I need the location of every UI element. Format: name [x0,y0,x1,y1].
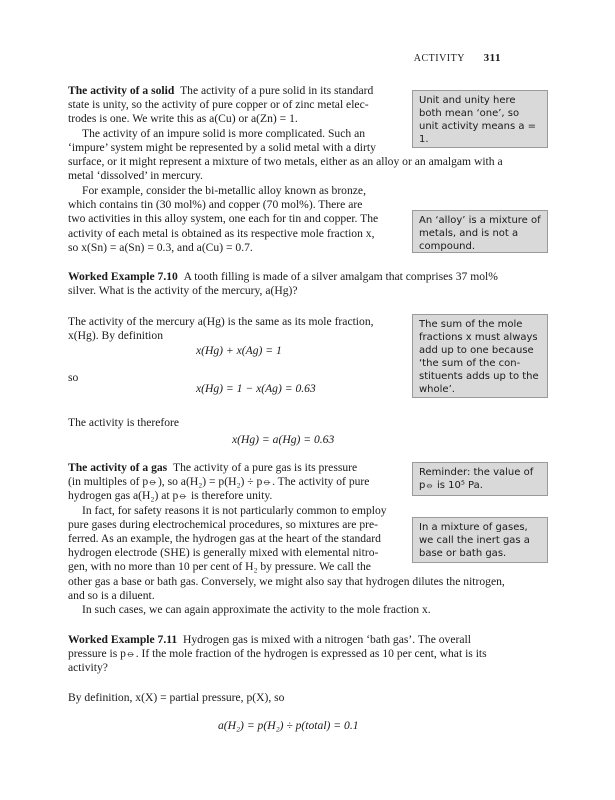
we710-heading: Worked Example 7.10 [68,270,178,283]
sidebar-reminder: Reminder: the value of p⦵ is 10⁵ Pa. [412,462,548,496]
sidebar-mole-fraction: The sum of the mole fractions x must always add up to one because ‘the sum of the con- stituents adds up to the whole’. [412,314,548,398]
we711-heading: Worked Example 7.11 [68,633,178,646]
we710-answer-line2: x(Hg). By definition [68,329,163,343]
solid-block-1 [68,84,406,155]
solid-p3-line3: two activities in this alloy system, one each for tin and copper. The [68,212,379,226]
gas-p1-line3: hydrogen gas a(H₂) at p⦵ is therefore unity. [68,489,273,503]
we710-question: A tooth filling is made of a silver amalgam that comprises 37 mol% silver. What is the activity of the mercury, a(Hg)? [68,270,498,298]
solid-p2-line2: ‘impure’ system might be represented by a solid metal with a dirty [68,140,376,154]
gas-heading: The activity of a gas [68,461,168,474]
sidebar-unit-unity: Unit and unity here both mean ‘one’, so unit activity means a = 1. [412,90,548,148]
gas-p1-line1: The activity of a pure gas is its pressure [172,461,358,474]
equation-activity-h2: a(H₂) = p(H₂) ÷ p(total) = 0.1 [218,719,359,732]
solid-p3-line4: activity of each metal is obtained as its respective mole fraction x, [68,226,375,240]
sidebar-alloy: An ‘alloy’ is a mixture of metals, and is not a compound. [412,210,548,253]
gas-p2-line5: gen, with no more than 10 per cent of H₂ by pressure. We call the [68,560,371,574]
gas-p2-rest: other gas a base or bath gas. Conversely, we might also say that hydrogen dilutes the nitrogen, and so is a diluent. [68,575,505,603]
we710-therefore: The activity is therefore [68,416,180,429]
equation-activity-hg: x(Hg) = a(Hg) = 0.63 [232,433,335,446]
page-number: 311 [483,52,501,64]
gas-p2-line3: ferred. As an example, the hydrogen gas at the heart of the standard [68,532,381,546]
gas-p3: In such cases, we can again approximate the activity to the mole fraction x. [82,603,431,616]
solid-p3 [68,184,406,255]
gas-p2-line1: In fact, for safety reasons it is not particularly common to employ [82,503,387,517]
equation-mole-fraction: x(Hg) = 1 − x(Ag) = 0.63 [196,382,316,395]
equation-mole-sum: x(Hg) + x(Ag) = 1 [196,344,282,357]
section-title: ACTIVITY [413,53,465,64]
we710-answer-line1: The activity of the mercury a(Hg) is the same as its mole fraction, [68,315,374,328]
solid-heading: The activity of a solid [68,84,175,97]
worked-example-7-11 [68,633,510,676]
gas-p1-line2: (in multiples of p⦵), so a(H₂) = p(H₂) ÷ p⦵. The activity of pure [68,475,370,489]
solid-p3-line5: so x(Sn) = a(Sn) = 0.3, and a(Cu) = 0.7. [68,240,253,254]
solid-p2-rest: surface, or it might represent a mixture of two metals, either as an alloy or an amalgam with a metal ‘dissolved’ in mercury. [68,155,503,183]
solid-p3-line2: which contains tin (30 mol%) and copper (70 mol%). There are [68,198,363,212]
we711-question: Hydrogen gas is mixed with a nitrogen ‘bath gas’. The overall pressure is p⦵. If the mole fraction of the hydrogen is expressed as 10 per cent, what is its activity? [68,633,487,675]
running-header [414,52,501,64]
solid-p1-line1: The activity of a pure solid in its standard [180,84,374,97]
gas-p2-line2: pure gases during electrochemical procedures, so mixtures are pre- [68,517,379,531]
solid-p1-line3: trodes is one. We write this as a(Cu) or a(Zn) = 1. [68,112,298,126]
sidebar-inert-gas: In a mixture of gases, we call the inert gas a base or bath gas. [412,517,548,563]
gas-block-1 [68,461,406,575]
solid-p1-line2: state is unity, so the activity of pure copper or of zinc metal elec- [68,98,369,112]
solid-p2-line1: The activity of an impure solid is more complicated. Such an [82,126,366,140]
we710-so: so [68,371,79,384]
worked-example-7-10 [68,270,510,298]
we710-answer [68,315,406,343]
we711-answer: By definition, x(X) = partial pressure, p(X), so [68,691,285,704]
gas-p2-line4: hydrogen electrode (SHE) is generally mixed with elemental nitro- [68,546,379,560]
solid-p3-line1: For example, consider the bi-metallic alloy known as bronze, [82,184,366,197]
